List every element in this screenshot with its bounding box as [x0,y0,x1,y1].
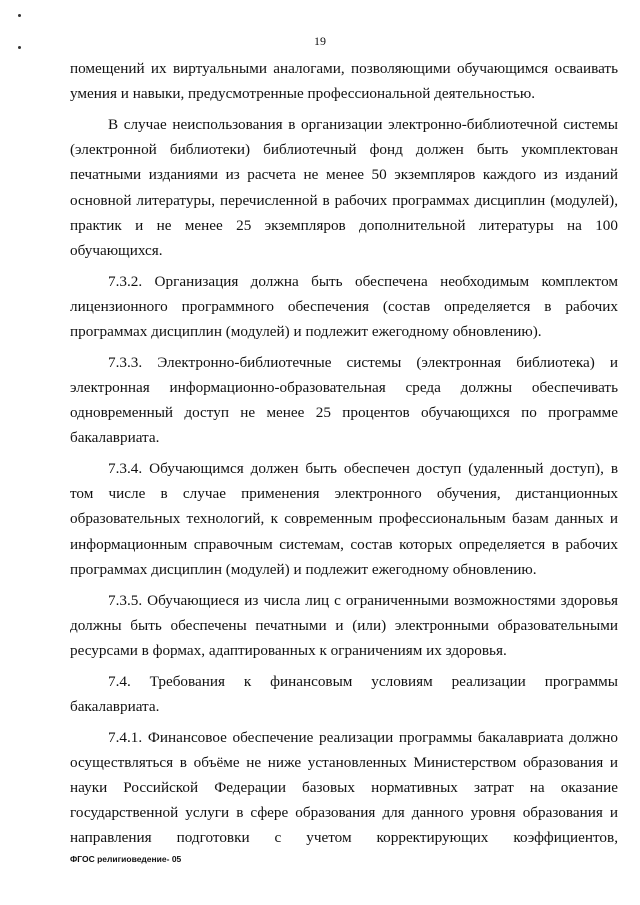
page-number: 19 [314,34,326,48]
paragraph-continuation: помещений их виртуальными аналогами, позволяющими обучающимся осваивать умения и навыки, предусмотренные профессиональной деятельностью. [70,60,618,103]
paragraph-7-3-3: 7.3.3. Электронно-библиотечные системы (электронная библиотека) и электронная информационно-образовательная среда должны обеспечивать одновременный доступ не менее 25 процентов обучающихся по программе бакалавриата. [70,353,618,447]
paragraph-7-3-5: 7.3.5. Обучающиеся из числа лиц с ограниченными возможностями здоровья должны быть обеспечены печатными и (или) электронными образовательными ресурсами в формах, адаптированных к ограничениям их здоровья. [70,591,618,659]
document-footer: ФГОС религиоведение- 05 [70,854,182,864]
paragraph-7-3-4: 7.3.4. Обучающимся должен быть обеспечен доступ (удаленный доступ), в том числе в случае применения электронного обучения, дистанционных образовательных технологий, к современным профессиональным базам данных и информационным справочным системам, состав которых определяется в рабочих программах дисциплин (модулей) и подлежит ежегодному обновлению. [70,460,618,578]
paragraph-7-4-1: 7.4.1. Финансовое обеспечение реализации программы бакалавриата должно осуществляться в объёме не ниже установленных Министерством образования и науки Российской Федерации базовых нормативных затрат на оказание государственной услуги в сфере образования для данного уровня образования и направления подготовки с учетом корректирующих коэффициентов, [70,728,618,847]
paragraph-7-3-2: 7.3.2. Организация должна быть обеспечена необходимым комплектом лицензионного программного обеспечения (состав определяется в рабочих программах дисциплин (модулей) и подлежит ежегодному обновлению). [70,272,618,341]
paragraph-7-4: 7.4. Требования к финансовым условиям реализации программы бакалавриата. [70,672,618,715]
document-body [70,56,618,851]
paragraph-library-fund: В случае неиспользования в организации электронно-библиотечной системы (электронной библиотеки) библиотечный фонд должен быть укомплектован печатными изданиями из расчета не менее 50 экземпляров каждого из изданий основной литературы, перечисленной в рабочих программах дисциплин (модулей), практик и не менее 25 экземпляров дополнительной литературы на 100 обучающихся. [70,115,618,259]
scan-speck [18,14,21,17]
scan-speck [18,46,21,49]
